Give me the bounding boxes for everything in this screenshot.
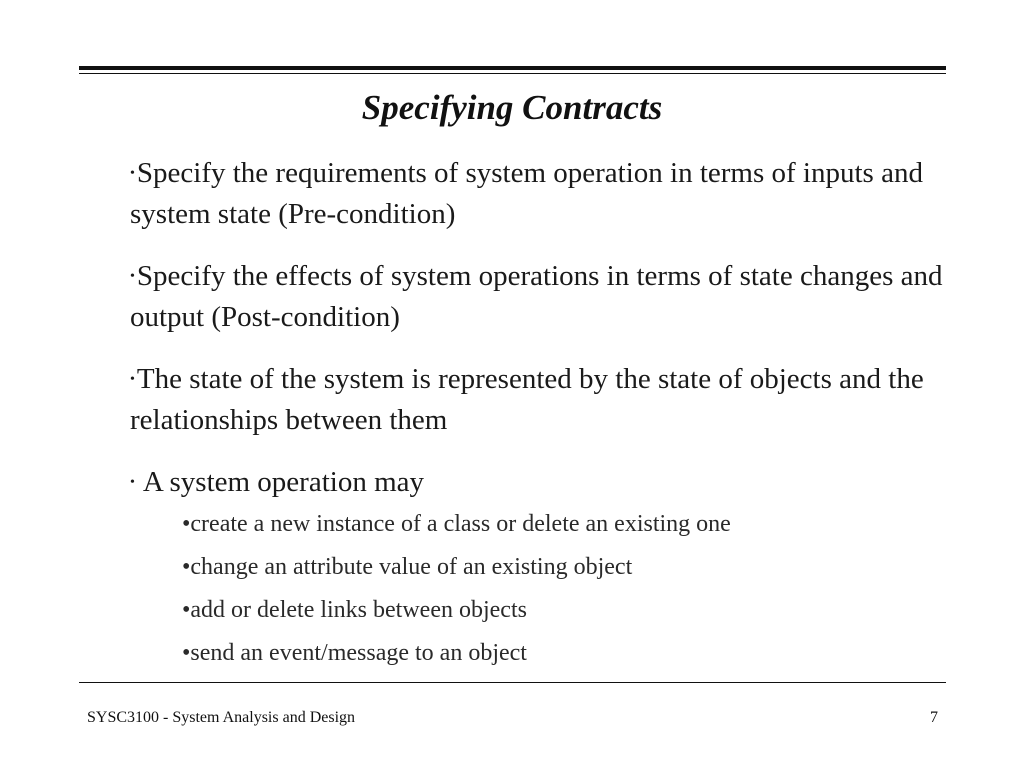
- sub-bullet-item: •create a new instance of a class or delete an existing one: [182, 511, 731, 537]
- bullet-marker: •: [130, 269, 135, 284]
- header-rule-thin: [79, 73, 946, 74]
- sub-bullet-item: •change an attribute value of an existing object: [182, 554, 633, 580]
- bullet-text: Specify the requirements of system operation in terms of inputs and system state (Pre-condition): [130, 157, 923, 230]
- sub-bullet-item: •add or delete links between objects: [182, 597, 527, 623]
- bullet-item: [130, 153, 970, 235]
- bullet-list: [130, 153, 970, 680]
- footer-page-number: 7: [930, 709, 938, 726]
- sub-bullet-item: •send an event/message to an object: [182, 640, 527, 666]
- bullet-text: The state of the system is represented by the state of objects and the relationships between them: [130, 363, 924, 436]
- bullet-item: [130, 359, 970, 441]
- slide-title: Specifying Contracts: [361, 88, 663, 127]
- bullet-marker: •: [130, 372, 135, 387]
- footer-course-title: SYSC3100 - System Analysis and Design: [87, 709, 356, 726]
- bullet-text: Specify the effects of system operations in terms of state changes and output (Post-condition): [130, 260, 943, 333]
- sub-bullet-list: [130, 503, 970, 675]
- bullet-marker: •: [130, 475, 135, 490]
- bullet-item: [130, 256, 970, 338]
- bullet-marker: •: [130, 166, 135, 181]
- bullet-text: A system operation may: [142, 466, 424, 498]
- header-rule-thick: [79, 66, 946, 70]
- footer-rule: [79, 682, 946, 683]
- bullet-item: [130, 462, 970, 675]
